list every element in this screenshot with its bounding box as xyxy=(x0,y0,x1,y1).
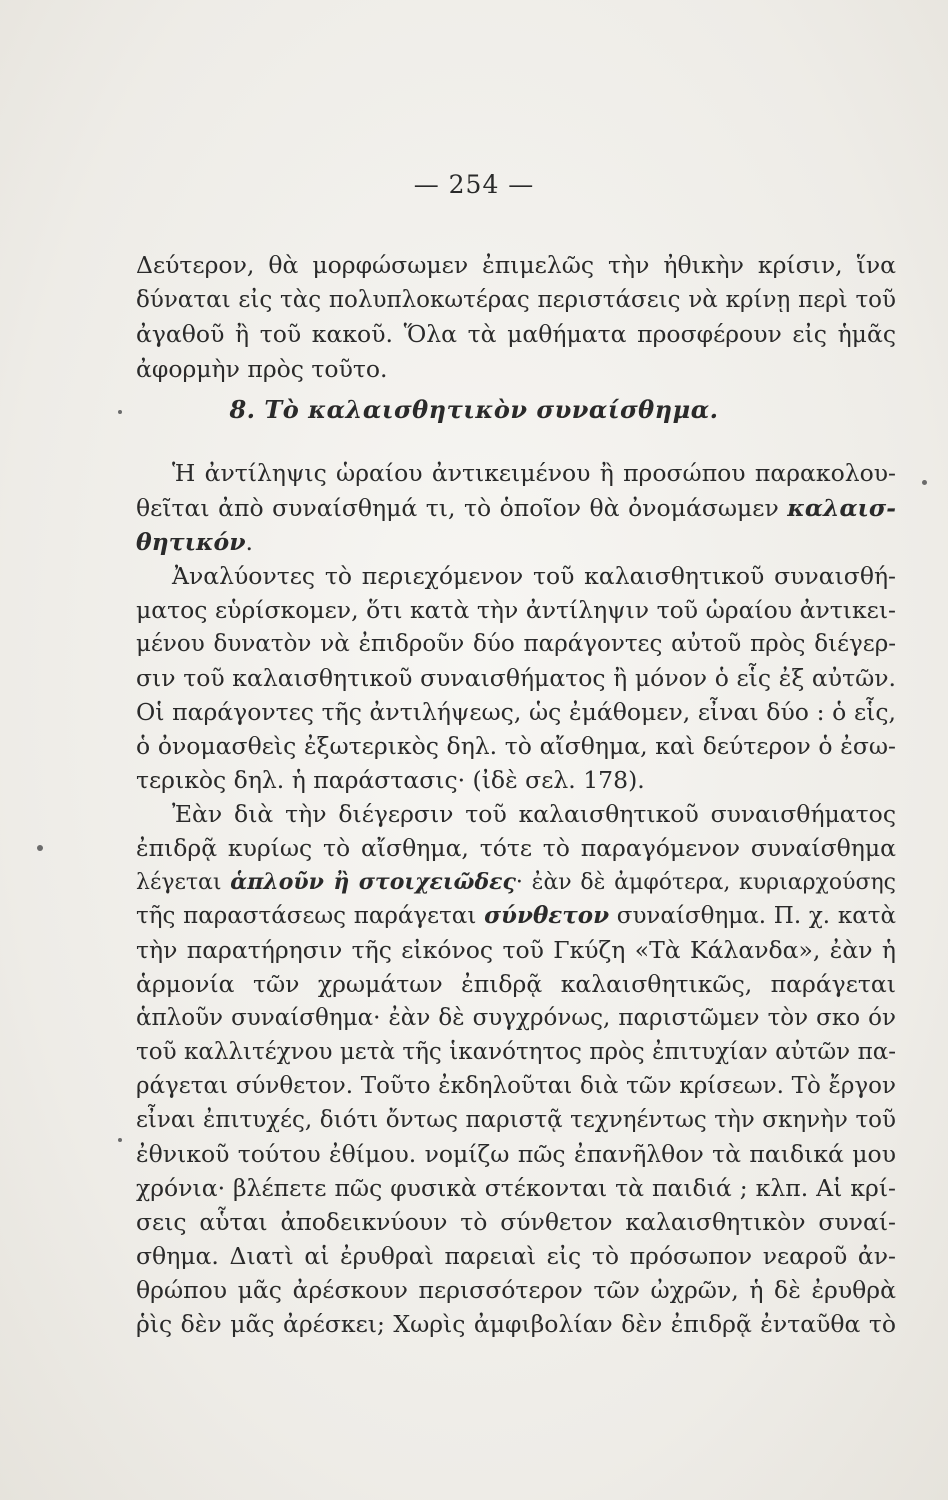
text-line xyxy=(136,867,896,897)
text-span: τῆς παραστάσεως παράγεται xyxy=(136,903,485,929)
text-line: ἀγαθοῦ ἢ τοῦ κακοῦ. Ὅλα τὰ μαθήματα προσφέρουν εἰς ἡμᾶς xyxy=(136,320,896,348)
text-line: Οἱ παράγοντες τῆς ἀντιλήψεως, ὡς ἐμάθομεν, εἶναι δύο : ὁ εἷς, xyxy=(136,698,896,726)
text-line: Ἐὰν διὰ τὴν διέγερσιν τοῦ καλαισθητικοῦ συναισθήματος xyxy=(172,800,896,828)
text-line: ὁ ὀνομασθεὶς ἐξωτερικὸς δηλ. τὸ αἴσθημα, καὶ δεύτερον ὁ ἐσω- xyxy=(136,732,896,760)
text-line: τερικὸς δηλ. ἡ παράστασις· (ἰδὲ σελ. 178). xyxy=(136,766,645,794)
text-line: μένου δυνατὸν νὰ ἐπιδροῦν δύο παράγοντες αὐτοῦ πρὸς διέγερ- xyxy=(136,631,896,657)
print-speck xyxy=(37,845,43,851)
text-line: σθημα. Διατὶ αἱ ἐρυθραὶ παρειαὶ εἰς τὸ πρόσωπον νεαροῦ ἀν- xyxy=(136,1242,896,1270)
text-line: ράγεται σύνθετον. Τοῦτο ἐκδηλοῦται διὰ τῶν κρίσεων. Τὸ ἔργον xyxy=(136,1073,896,1099)
text-line xyxy=(136,493,896,523)
page-number: — 254 — xyxy=(413,170,535,199)
text-line: εἶναι ἐπιτυχές, διότι ὄντως παριστᾷ τεχνηέντως τὴν σκηνὴν τοῦ xyxy=(136,1107,896,1133)
text-line: δύναται εἰς τὰς πολυπλοκωτέρας περιστάσεις νὰ κρίνῃ περὶ τοῦ xyxy=(136,287,896,313)
text-span: . xyxy=(245,528,254,556)
emphasized-term: ἁπλοῦν ἢ στοιχειῶδες xyxy=(230,869,516,895)
text-line: ματος εὑρίσκομεν, ὅτι κατὰ τὴν ἀντίληψιν τοῦ ὡραίου ἀντικει- xyxy=(136,596,896,624)
text-line: τοῦ καλλιτέχνου μετὰ τῆς ἱκανότητος πρὸς ἐπιτυχίαν αὐτῶν πα- xyxy=(136,1039,896,1065)
print-speck xyxy=(118,410,122,414)
text-span: λέγεται xyxy=(136,870,231,895)
text-line xyxy=(136,901,896,931)
text-line: Δεύτερον, θὰ μορφώσωμεν ἐπιμελῶς τὴν ἠθικὴν κρίσιν, ἵνα xyxy=(136,251,896,279)
text-line: χρόνια· βλέπετε πῶς φυσικὰ στέκονται τὰ παιδιά ; κλπ. Αἱ κρί- xyxy=(136,1174,896,1202)
print-speck xyxy=(118,1138,122,1142)
emphasized-term: σύνθετον xyxy=(484,902,610,929)
emphasized-term: θητικόν xyxy=(136,528,246,556)
text-line: ἐπιδρᾷ κυρίως τὸ αἴσθημα, τότε τὸ παραγόμενον συναίσθημα xyxy=(136,834,896,862)
text-line: ἁρμονία τῶν χρωμάτων ἐπιδρᾷ καλαισθητικῶς, παράγεται xyxy=(136,970,896,998)
text-span: · ἐὰν δὲ ἀμφότερα, κυριαρχούσης xyxy=(515,870,896,895)
text-span: θεῖται ἀπὸ συναίσθημά τι, τὸ ὁποῖον θὰ ὀνομάσωμεν xyxy=(136,494,788,522)
text-line: Ἀναλύοντες τὸ περιεχόμενον τοῦ καλαισθητικοῦ συναισθή- xyxy=(172,562,896,590)
emphasized-term: καλαισ- xyxy=(787,494,896,522)
text-line: θρώπου μᾶς ἀρέσκουν περισσότερον τῶν ὠχρῶν, ἡ δὲ ἐρυθρὰ xyxy=(136,1276,896,1304)
text-line: σιν τοῦ καλαισθητικοῦ συναισθήματος ἢ μόνον ὁ εἷς ἐξ αὐτῶν. xyxy=(136,664,896,692)
text-line: ῥὶς δὲν μᾶς ἀρέσκει; Χωρὶς ἀμφιβολίαν δὲν ἐπιδρᾷ ἐνταῦθα τὸ xyxy=(136,1310,896,1338)
text-line: σεις αὗται ἀποδεικνύουν τὸ σύνθετον καλαισθητικὸν συναί- xyxy=(136,1208,896,1236)
text-line: Ἡ ἀντίληψις ὡραίου ἀντικειμένου ἢ προσώπου παρακολου- xyxy=(172,459,896,487)
print-speck xyxy=(922,480,927,485)
text-line: ἀφορμὴν πρὸς τοῦτο. xyxy=(136,355,388,383)
text-line: ἐθνικοῦ τούτου ἐθίμου. νομίζω πῶς ἐπανῆλθον τὰ παιδικά μου xyxy=(136,1140,896,1168)
text-line: τὴν παρατήρησιν τῆς εἰκόνος τοῦ Γκύζη «Τὰ Κάλανδα», ἐὰν ἡ xyxy=(136,936,896,964)
text-line xyxy=(136,527,896,557)
text-span: συναίσθημα. Π. χ. κατὰ xyxy=(609,903,896,929)
text-line: ἁπλοῦν συναίσθημα· ἐὰν δὲ συγχρόνως, παριστῶμεν τὸν σκο όν xyxy=(136,1005,896,1031)
section-heading: 8. Τὸ καλαισθητικὸν συναίσθημα. xyxy=(229,395,719,424)
